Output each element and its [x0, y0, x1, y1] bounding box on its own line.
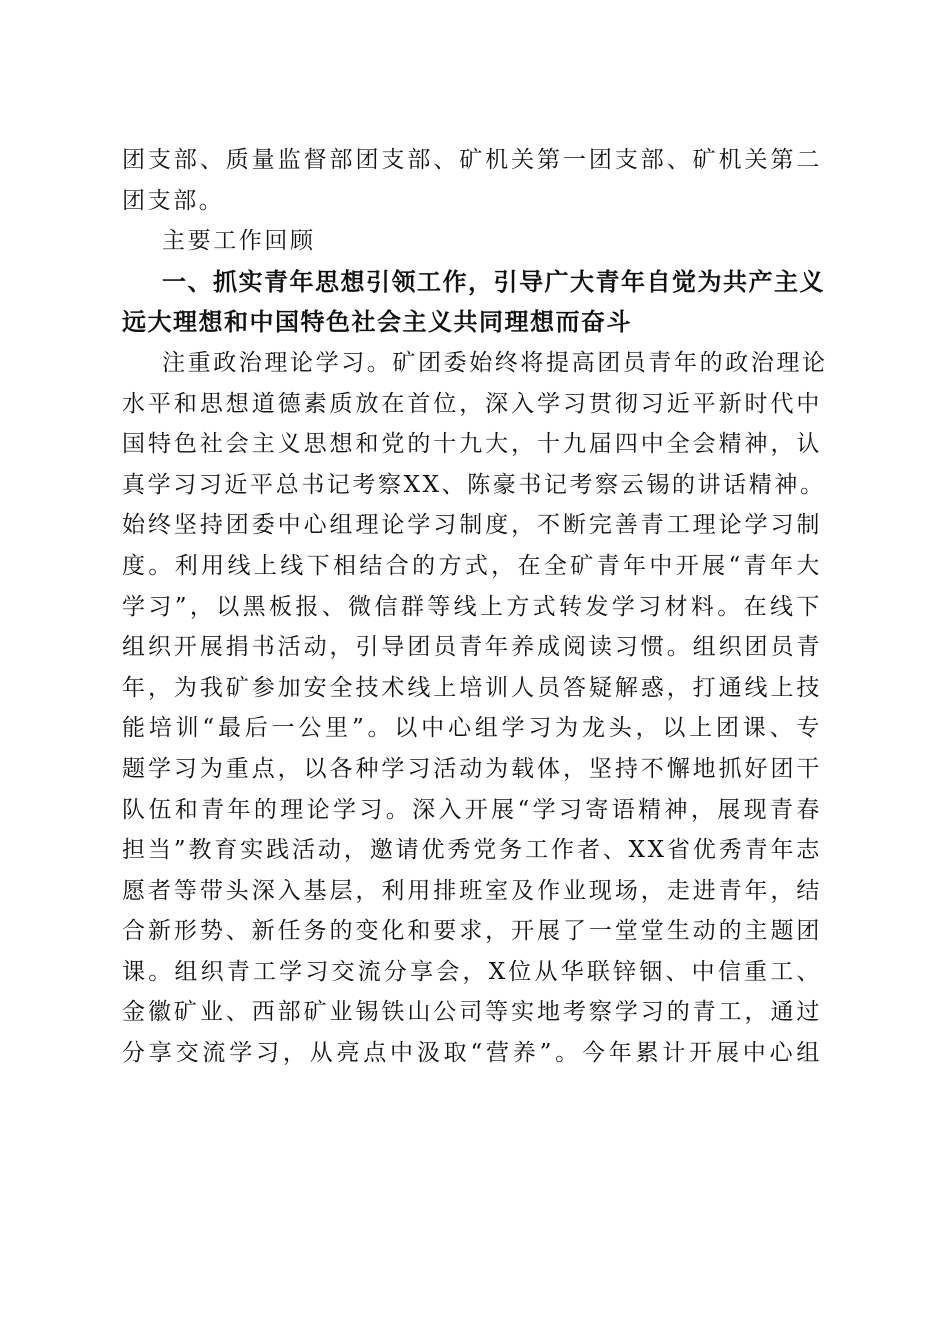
body-line: 国特色社会主义思想和党的十九大，十九届四中全会精神，认 [122, 431, 822, 458]
section-label: 主要工作回顾 [162, 228, 316, 255]
body-line: 学习”，以黑板报、微信群等线上方式转发学习材料。在线下 [122, 593, 822, 620]
intro-line: 团支部。 [122, 187, 225, 214]
body-line: 课。组织青工学习交流分享会，X位从华联锌铟、中信重工、 [122, 958, 822, 985]
body-line: 注重政治理论学习。矿团委始终将提高团员青年的政治理论 [162, 349, 828, 376]
intro-line: 团支部、质量监督部团支部、矿机关第一团支部、矿机关第二 [122, 147, 822, 173]
body-line: 度。利用线上线下相结合的方式，在全矿青年中开展“青年大 [122, 552, 822, 579]
body-line: 分享交流学习，从亮点中汲取“营养”。今年累计开展中心组 [122, 1040, 822, 1067]
body-line: 金徽矿业、西部矿业锡铁山公司等实地考察学习的青工，通过 [122, 999, 822, 1026]
body-line: 队伍和青年的理论学习。深入开展“学习寄语精神，展现青春 [122, 796, 822, 823]
section-heading: 远大理想和中国特色社会主义共同理想而奋斗 [122, 308, 632, 337]
body-line: 题学习为重点，以各种学习活动为载体，坚持不懈地抓好团干 [122, 755, 822, 782]
body-line: 年，为我矿参加安全技术线上培训人员答疑解惑，打通线上技 [122, 674, 822, 701]
body-line: 担当”教育实践活动，邀请优秀党务工作者、XX省优秀青年志 [122, 837, 822, 864]
body-line: 水平和思想道德素质放在首位，深入学习贯彻习近平新时代中 [122, 390, 822, 417]
body-line: 愿者等带头深入基层，利用排班室及作业现场，走进青年，结 [122, 877, 822, 904]
document-text [122, 140, 828, 1074]
body-line: 真学习习近平总书记考察XX、陈豪书记考察云锡的讲话精神。 [122, 471, 826, 498]
section-heading: 一、抓实青年思想引领工作，引导广大青年自觉为共产主义 [162, 267, 825, 296]
body-line: 组织开展捐书活动，引导团员青年养成阅读习惯。组织团员青 [122, 634, 822, 661]
body-line: 始终坚持团委中心组理论学习制度，不断完善青工理论学习制 [122, 512, 822, 539]
body-line: 合新形势、新任务的变化和要求，开展了一堂堂生动的主题团 [122, 918, 822, 945]
body-line: 能培训“最后一公里”。以中心组学习为龙头，以上团课、专 [122, 715, 822, 742]
